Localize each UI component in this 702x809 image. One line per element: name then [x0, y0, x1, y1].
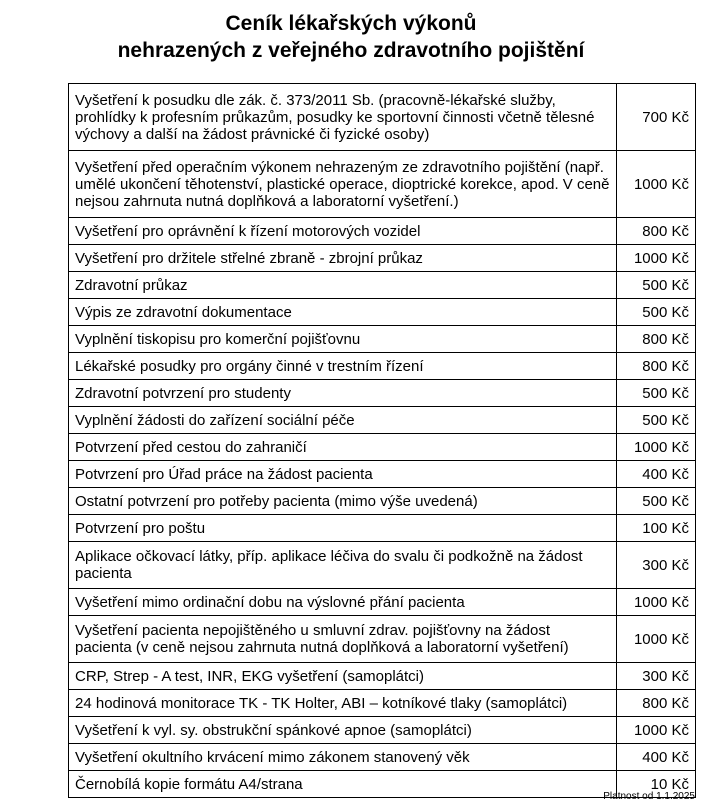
table-row: [69, 744, 696, 771]
table-row: [69, 218, 696, 245]
service-price: 1000 Kč: [617, 616, 696, 663]
service-price: 800 Kč: [617, 353, 696, 380]
service-price: 1000 Kč: [617, 434, 696, 461]
table-row: [69, 690, 696, 717]
service-description: Potvrzení před cestou do zahraničí: [69, 434, 617, 461]
service-description: Černobílá kopie formátu A4/strana: [69, 771, 617, 798]
service-description: Lékařské posudky pro orgány činné v trestním řízení: [69, 353, 617, 380]
table-row: [69, 272, 696, 299]
service-description: Vyšetření pro držitele střelné zbraně - zbrojní průkaz: [69, 245, 617, 272]
service-description: Vyšetření pacienta nepojištěného u smluvní zdrav. pojišťovny na žádost pacienta (v ceně nejsou zahrnuta nutná doplňková a laboratorní vyšetření): [69, 616, 617, 663]
table-row: [69, 717, 696, 744]
service-description: Vyšetření pro oprávnění k řízení motorových vozidel: [69, 218, 617, 245]
service-price: 1000 Kč: [617, 589, 696, 616]
service-description: 24 hodinová monitorace TK - TK Holter, ABI – kotníkové tlaky (samoplátci): [69, 690, 617, 717]
validity-note: Platnost od 1.1.2025: [603, 791, 695, 802]
service-description: Vyšetření k vyl. sy. obstrukční spánkové apnoe (samoplátci): [69, 717, 617, 744]
service-description: Potvrzení pro poštu: [69, 515, 617, 542]
service-price: 1000 Kč: [617, 245, 696, 272]
service-description: Vyplnění tiskopisu pro komerční pojišťovnu: [69, 326, 617, 353]
service-price: 500 Kč: [617, 272, 696, 299]
document-title: [0, 10, 702, 64]
service-price: 500 Kč: [617, 488, 696, 515]
service-description: Zdravotní průkaz: [69, 272, 617, 299]
service-description: Vyšetření mimo ordinační dobu na výslovné přání pacienta: [69, 589, 617, 616]
table-row: [69, 461, 696, 488]
table-row: [69, 326, 696, 353]
service-description: Vyplnění žádosti do zařízení sociální péče: [69, 407, 617, 434]
table-row: [69, 542, 696, 589]
service-price: 400 Kč: [617, 744, 696, 771]
table-row: [69, 616, 696, 663]
table-row: [69, 380, 696, 407]
table-row: [69, 663, 696, 690]
title-line-2: nehrazených z veřejného zdravotního pojištění: [117, 39, 585, 62]
table-row: [69, 353, 696, 380]
service-price: 100 Kč: [617, 515, 696, 542]
price-table: [68, 83, 696, 798]
table-row: [69, 589, 696, 616]
service-price: 800 Kč: [617, 690, 696, 717]
table-row: [69, 488, 696, 515]
table-row: [69, 771, 696, 798]
table-row: [69, 245, 696, 272]
service-description: Potvrzení pro Úřad práce na žádost pacienta: [69, 461, 617, 488]
service-description: Výpis ze zdravotní dokumentace: [69, 299, 617, 326]
service-price: 800 Kč: [617, 326, 696, 353]
service-price: 1000 Kč: [617, 151, 696, 218]
service-description: Ostatní potvrzení pro potřeby pacienta (mimo výše uvedená): [69, 488, 617, 515]
service-price: 10 Kč: [617, 771, 696, 798]
service-description: Aplikace očkovací látky, příp. aplikace léčiva do svalu či podkožně na žádost pacienta: [69, 542, 617, 589]
service-price: 500 Kč: [617, 380, 696, 407]
service-description: Vyšetření k posudku dle zák. č. 373/2011 Sb. (pracovně-lékařské služby, prohlídky k profesním průkazům, posudky ke sportovní činnosti včetně tělesné výchovy a další na žádost právnické či fyzické osoby): [69, 84, 617, 151]
title-line-1: Ceník lékařských výkonů: [225, 12, 477, 35]
service-price: 800 Kč: [617, 218, 696, 245]
service-price: 700 Kč: [617, 84, 696, 151]
service-price: 1000 Kč: [617, 717, 696, 744]
service-price: 500 Kč: [617, 299, 696, 326]
service-description: Zdravotní potvrzení pro studenty: [69, 380, 617, 407]
table-row: [69, 84, 696, 151]
service-price: 300 Kč: [617, 663, 696, 690]
service-price: 300 Kč: [617, 542, 696, 589]
table-row: [69, 299, 696, 326]
service-description: Vyšetření před operačním výkonem nehrazeným ze zdravotního pojištění (např. umělé ukončení těhotenství, plastické operace, dioptrické korekce, apod. V ceně nejsou zahrnuta nutná doplňková a laboratorní vyšetření.): [69, 151, 617, 218]
service-price: 500 Kč: [617, 407, 696, 434]
table-row: [69, 407, 696, 434]
service-description: CRP, Strep - A test, INR, EKG vyšetření (samoplátci): [69, 663, 617, 690]
table-row: [69, 515, 696, 542]
service-description: Vyšetření okultního krvácení mimo zákonem stanovený věk: [69, 744, 617, 771]
service-price: 400 Kč: [617, 461, 696, 488]
table-row: [69, 151, 696, 218]
table-row: [69, 434, 696, 461]
